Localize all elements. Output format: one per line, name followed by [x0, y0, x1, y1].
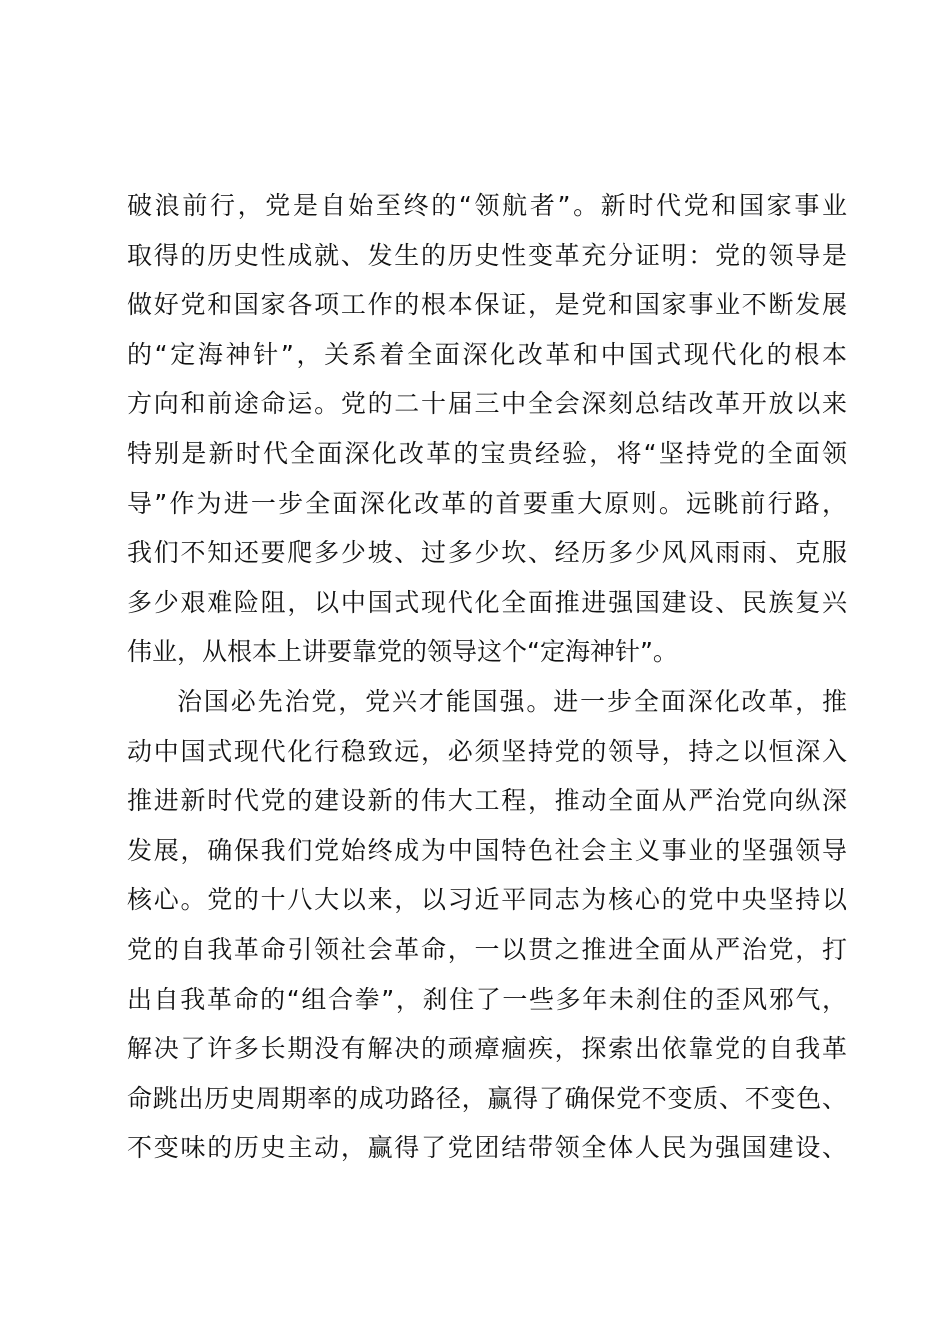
text-line: 解决了许多长期没有解决的顽瘴痼疾，探索出依靠党的自我革 [127, 1034, 847, 1064]
text-line: 党的自我革命引领社会革命，一以贯之推进全面从严治党，打 [127, 934, 847, 964]
text-line: 核心。党的十八大以来，以习近平同志为核心的党中央坚持以 [127, 885, 847, 915]
text-line: 伟业，从根本上讲要靠党的领导这个“定海神针”。 [127, 637, 678, 667]
text-line: 取得的历史性成就、发生的历史性变革充分证明：党的领导是 [127, 240, 847, 270]
paragraph-2 [127, 677, 847, 1173]
document-body [127, 181, 847, 1173]
text-line: 推进新时代党的建设新的伟大工程，推动全面从严治党向纵深 [127, 786, 847, 816]
text-line: 导”作为进一步全面深化改革的首要重大原则。远眺前行路， [127, 488, 847, 518]
text-line: 的“定海神针”，关系着全面深化改革和中国式现代化的根本 [127, 339, 847, 369]
text-line: 多少艰难险阻，以中国式现代化全面推进强国建设、民族复兴 [127, 587, 847, 617]
text-line: 发展，确保我们党始终成为中国特色社会主义事业的坚强领导 [127, 835, 847, 865]
text-line: 治国必先治党，党兴才能国强。进一步全面深化改革，推 [177, 686, 847, 716]
text-line: 特别是新时代全面深化改革的宝贵经验，将“坚持党的全面领 [127, 438, 847, 468]
text-line: 破浪前行，党是自始至终的“领航者”。新时代党和国家事业 [127, 191, 847, 220]
text-line: 我们不知还要爬多少坡、过多少坎、经历多少风风雨雨、克服 [127, 538, 847, 568]
text-line: 做好党和国家各项工作的根本保证，是党和国家事业不断发展 [127, 290, 847, 320]
text-line: 动中国式现代化行稳致远，必须坚持党的领导，持之以恒深入 [127, 736, 847, 766]
text-line: 方向和前途命运。党的二十届三中全会深刻总结改革开放以来 [127, 389, 847, 419]
text-line: 不变味的历史主动，赢得了党团结带领全体人民为强国建设、 [127, 1133, 847, 1163]
text-line: 命跳出历史周期率的成功路径，赢得了确保党不变质、不变色、 [127, 1083, 847, 1113]
text-line: 出自我革命的“组合拳”，刹住了一些多年未刹住的歪风邪气， [127, 984, 847, 1014]
paragraph-1 [127, 181, 847, 677]
